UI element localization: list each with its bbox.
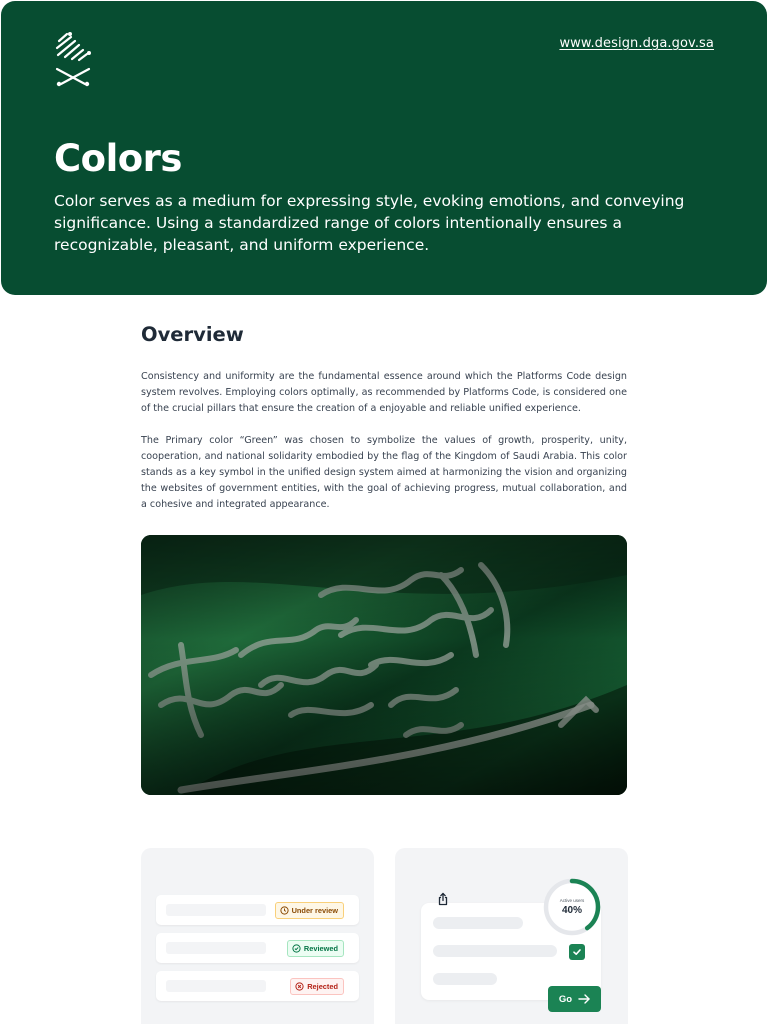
under-review-badge (275, 902, 344, 919)
badge-label: Reviewed (303, 944, 338, 953)
hero-header (1, 1, 767, 295)
status-row (156, 971, 359, 1001)
overview-paragraph: The Primary color “Green” was chosen to symbolize the values of growth, prosperity, unity, cooperation, and national solidarity embodied by the flag of the Kingdom of Saudi Arabia. This color stands as a key symbol in the unified design system aimed at harmonizing the vision and organizing the websites of government entities, with the goal of achieving progress, mutual collaboration, and a cohesive and integrated appearance. (141, 435, 627, 510)
gauge-label: Active users (559, 898, 585, 903)
gauge-value: 40% (561, 905, 582, 916)
share-icon[interactable] (436, 892, 450, 906)
go-button[interactable] (548, 986, 601, 1012)
badge-label: Rejected (307, 982, 338, 991)
reviewed-badge (287, 940, 344, 957)
widget-card (395, 848, 628, 1024)
placeholder-bar (433, 945, 557, 957)
check-circle-icon (292, 944, 301, 953)
clock-icon (280, 906, 289, 915)
badge-label: Under review (291, 906, 338, 915)
row-placeholder (166, 980, 266, 992)
overview-paragraph: Consistency and uniformity are the fundamental essence around which the Platforms Code design system revolves. Employing colors optimally, as recommended by Platforms Code, is considered one of the crucial pillars that ensure the creation of a enjoyable and reliable unified experience. (141, 371, 627, 414)
status-row (156, 933, 359, 963)
placeholder-bar (433, 973, 497, 985)
status-badges-card (141, 848, 374, 1024)
checkmark-icon (572, 947, 582, 957)
checkbox[interactable] (569, 944, 585, 960)
overview-heading: Overview (141, 323, 244, 346)
dga-logo-icon (53, 31, 93, 87)
row-placeholder (166, 904, 266, 916)
page-lead: Color serves as a medium for expressing style, evoking emotions, and conveying significance. Using a standardized range of colors intentionally ensures a recognizable, pleasant, and uniform experience. (54, 192, 685, 254)
arrow-right-icon (578, 994, 590, 1004)
saudi-flag-image (141, 535, 627, 795)
go-button-label: Go (558, 993, 573, 1005)
page-title: Colors (54, 137, 182, 180)
status-row (156, 895, 359, 925)
rejected-badge (290, 978, 344, 995)
placeholder-bar (433, 917, 523, 929)
site-link[interactable]: www.design.dga.gov.sa (559, 36, 714, 51)
x-circle-icon (295, 982, 304, 991)
row-placeholder (166, 942, 266, 954)
